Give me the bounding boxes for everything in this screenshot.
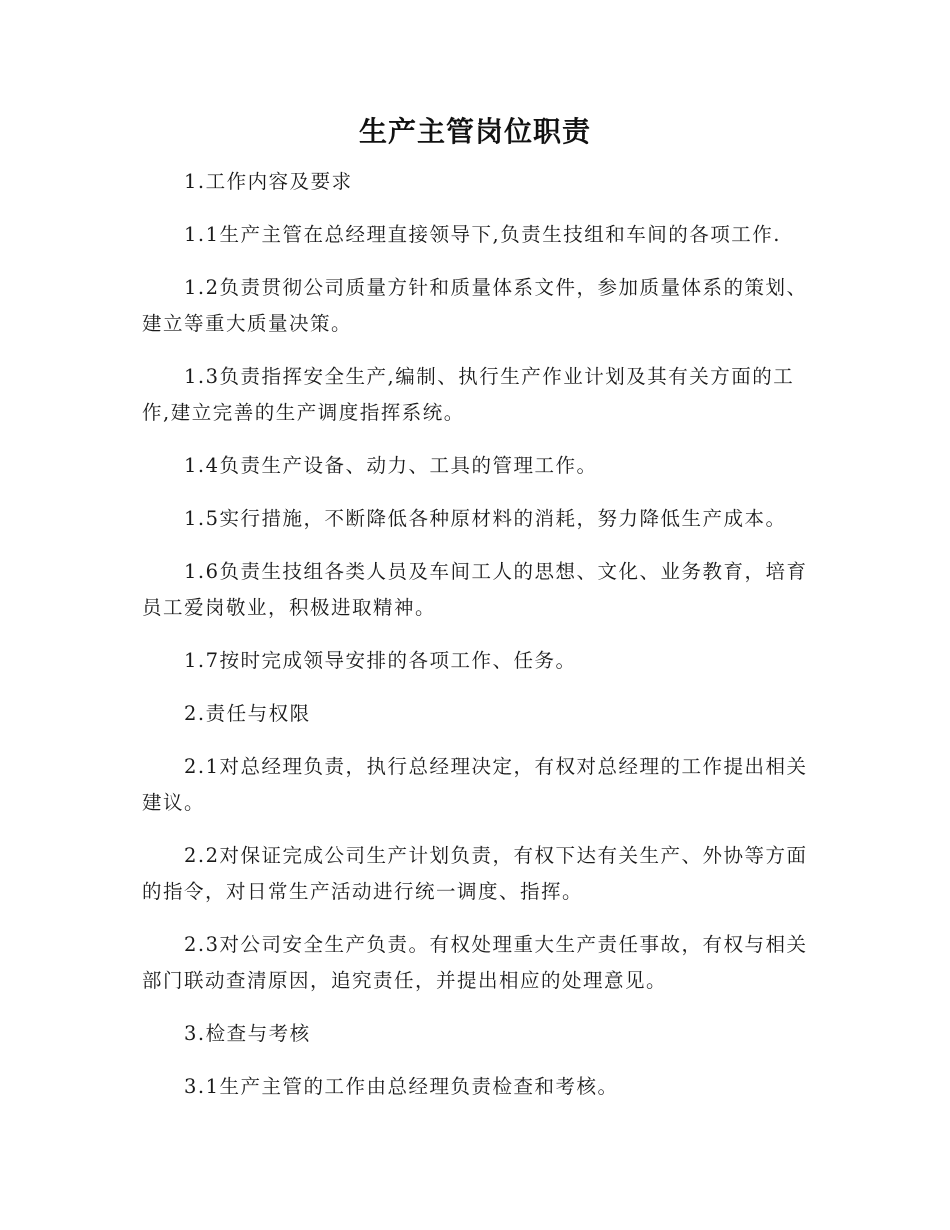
paragraph-1-1: 1.1生产主管在总经理直接领导下,负责生技组和车间的各项工作. [184,223,781,246]
document-title: 生产主管岗位职责 [358,115,591,148]
document-body [142,164,810,1122]
paragraph-2-3: 2.3对公司安全生产负责。有权处理重大生产责任事故，有权与相关部门联动查清原因，追究责任，并提出相应的处理意见。 [142,933,808,992]
paragraph-1-4: 1.4负责生产设备、动力、工具的管理工作。 [184,454,598,477]
section-heading-2: 2.责任与权限 [184,702,311,725]
paragraph-1-2: 1.2负责贯彻公司质量方针和质量体系文件，参加质量体系的策划、建立等重大质量决策。 [142,276,808,335]
paragraph-1-7: 1.7按时完成领导安排的各项工作、任务。 [184,649,577,672]
paragraph-3-1: 3.1生产主管的工作由总经理负责检查和考核。 [184,1075,619,1098]
paragraph-2-1: 2.1对总经理负责，执行总经理决定，有权对总经理的工作提出相关建议。 [142,755,808,814]
section-heading-1: 1.工作内容及要求 [184,170,353,193]
paragraph-1-6: 1.6负责生技组各类人员及车间工人的思想、文化、业务教育，培育员工爱岗敬业，积极进取精神。 [142,560,808,619]
section-heading-3: 3.检查与考核 [184,1022,311,1045]
paragraph-1-3: 1.3负责指挥安全生产,编制、执行生产作业计划及其有关方面的工作,建立完善的生产调度指挥系统。 [142,365,795,424]
paragraph-1-5: 1.5实行措施，不断降低各种原材料的消耗，努力降低生产成本。 [184,507,787,530]
paragraph-2-2: 2.2对保证完成公司生产计划负责，有权下达有关生产、外协等方面的指令，对日常生产活动进行统一调度、指挥。 [142,844,808,903]
